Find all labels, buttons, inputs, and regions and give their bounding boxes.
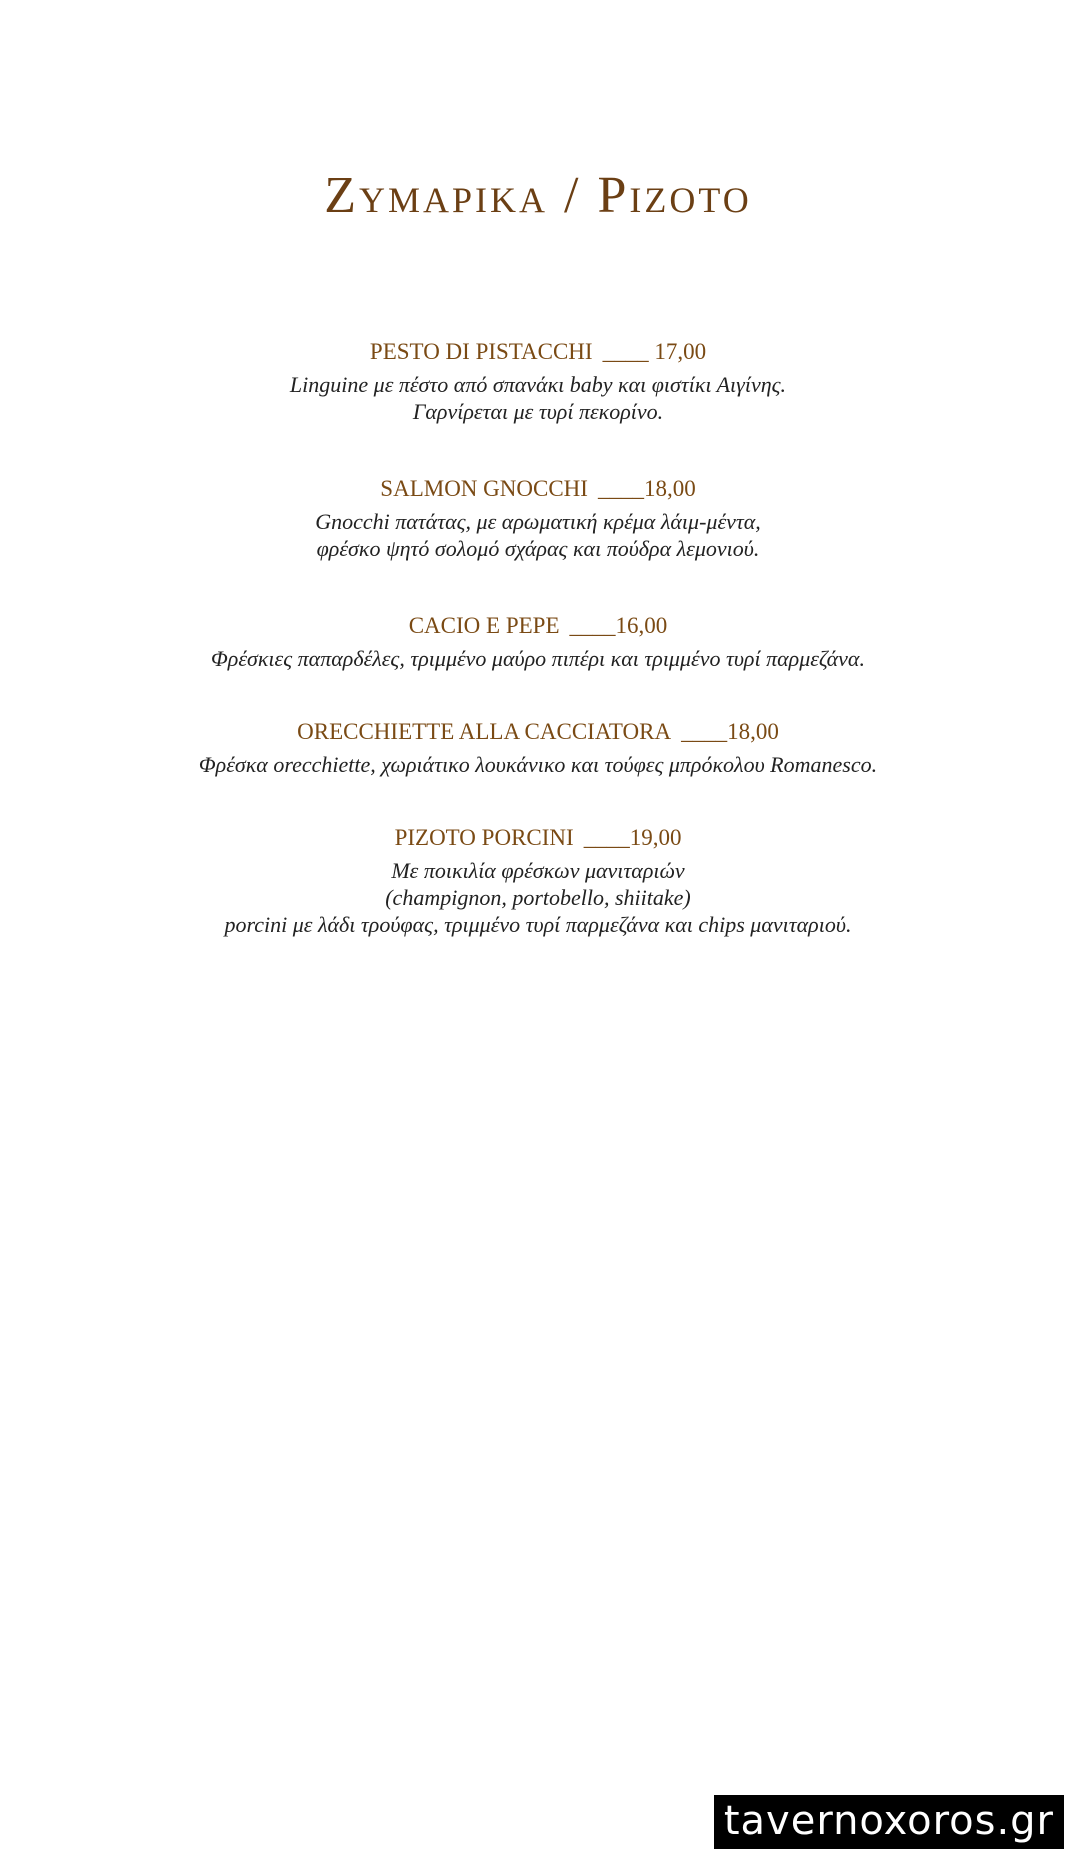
description-line: Φρέσκα orecchiette, χωριάτικο λουκάνικο και τούφες μπρόκολου Romanesco. xyxy=(198,752,878,777)
menu-item-price: ____18,00 xyxy=(597,476,696,501)
description-line: (champignon, portobello, shiitake) xyxy=(385,885,691,910)
menu-item-header xyxy=(60,611,1016,641)
description-line: φρέσκο ψητό σολομό σχάρας και πούδρα λεμονιού. xyxy=(316,536,760,561)
menu-item-description xyxy=(60,645,1016,672)
menu-item-name: SALMON GNOCCHI xyxy=(380,476,588,501)
menu-item-name: PESTO DI PISTACCHI xyxy=(369,339,593,364)
menu-item-header xyxy=(60,337,1016,367)
menu-item-description xyxy=(60,857,1016,938)
menu-item-name: CACIO E PEPE xyxy=(408,613,560,638)
menu-list xyxy=(60,337,1016,938)
description-line: Γαρνίρεται με τυρί πεκορίνο. xyxy=(412,399,664,424)
page-title: Ζυμαρικα / Ριζοτο xyxy=(324,167,752,224)
menu-item-price: ____18,00 xyxy=(681,719,779,744)
menu-item-description xyxy=(60,751,1016,778)
menu-item-name: ΡΙΖΟΤΟ PORCINI xyxy=(394,825,574,850)
menu-item xyxy=(60,337,1016,425)
menu-item-price: ____19,00 xyxy=(583,825,682,850)
menu-item-header xyxy=(60,717,1016,747)
menu-item xyxy=(60,823,1016,938)
description-line: porcini με λάδι τρούφας, τριμμένο τυρί παρμεζάνα και chips μανιταριού. xyxy=(224,912,852,937)
menu-item-description xyxy=(60,371,1016,425)
watermark: tavernoxoros.gr xyxy=(714,1795,1064,1849)
menu-item xyxy=(60,611,1016,672)
menu-item-header xyxy=(60,474,1016,504)
menu-item xyxy=(60,717,1016,778)
description-line: Linguine με πέστο από σπανάκι baby και φιστίκι Αιγίνης. xyxy=(289,372,787,397)
menu-item-price: ____ 17,00 xyxy=(602,339,707,364)
menu-item-name: ORECCHIETTE ALLA CACCIATORA xyxy=(297,719,672,744)
menu-item-description xyxy=(60,508,1016,562)
description-line: Gnocchi πατάτας, με αρωματική κρέμα λάιμ-μέντα, xyxy=(315,509,761,534)
description-line: Με ποικιλία φρέσκων μανιταριών xyxy=(391,858,685,883)
menu-item-price: ____16,00 xyxy=(569,613,668,638)
menu-item-header xyxy=(60,823,1016,853)
menu-item xyxy=(60,474,1016,562)
description-line: Φρέσκιες παπαρδέλες, τριμμένο μαύρο πιπέρι και τριμμένο τυρί παρμεζάνα. xyxy=(211,646,865,671)
